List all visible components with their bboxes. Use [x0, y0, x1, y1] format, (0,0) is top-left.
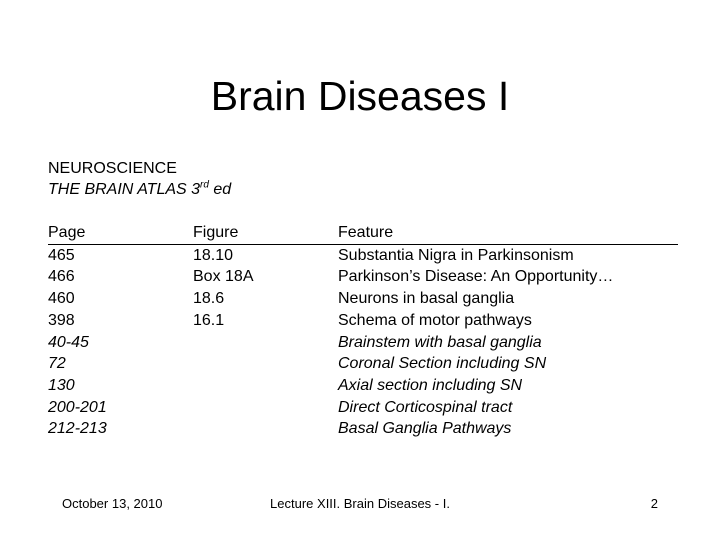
feature-cell: Neurons in basal ganglia [338, 290, 515, 308]
footer-page-number: 2 [650, 496, 658, 511]
figure-cell: Box 18A [193, 268, 254, 286]
subtitle [48, 158, 231, 200]
subtitle-atlas-prefix: THE BRAIN ATLAS 3 [48, 181, 201, 198]
figure-cell: 18.10 [193, 246, 234, 264]
figure-cell [193, 353, 338, 375]
page-header: Page [48, 222, 193, 245]
subtitle-atlas [48, 179, 231, 200]
subtitle-book: NEUROSCIENCE [48, 160, 177, 177]
page-cell: 72 [48, 355, 66, 373]
page-cell: 460 [48, 290, 75, 308]
feature-cell: Brainstem with basal ganglia [338, 333, 542, 351]
subtitle-atlas-suffix: ed [208, 181, 232, 198]
page-cell: 130 [48, 376, 75, 394]
feature-cell: Schema of motor pathways [338, 311, 532, 329]
feature-cell: Parkinson’s Disease: An Opportunity… [338, 268, 614, 286]
figure-column [193, 222, 338, 440]
figure-cell [193, 397, 338, 419]
figure-cell [193, 332, 338, 354]
feature-column [338, 222, 678, 440]
figure-cell [193, 418, 338, 440]
figure-cell: 18.6 [193, 290, 225, 308]
page-cell: 465 [48, 246, 75, 264]
feature-cell: Substantia Nigra in Parkinsonism [338, 246, 574, 264]
page-cell: 212-213 [48, 420, 107, 438]
figure-cell: 16.1 [193, 311, 225, 329]
feature-cell: Basal Ganglia Pathways [338, 420, 512, 438]
page-cell: 466 [48, 268, 75, 286]
feature-cell: Axial section including SN [338, 376, 523, 394]
page-column [48, 222, 193, 440]
page-cell: 200-201 [48, 398, 107, 416]
subtitle-atlas-sup: rd [200, 179, 209, 191]
figure-cell [193, 375, 338, 397]
page-cell: 40-45 [48, 333, 89, 351]
figure-header: Figure [193, 222, 338, 245]
feature-cell: Direct Corticospinal tract [338, 398, 513, 416]
page-cell: 398 [48, 311, 75, 329]
footer-lecture: Lecture XIII. Brain Diseases - I. [270, 496, 450, 511]
feature-header: Feature [338, 222, 678, 245]
footer-date: October 13, 2010 [62, 496, 163, 511]
slide-title: Brain Diseases I [210, 73, 510, 119]
feature-cell: Coronal Section including SN [338, 355, 547, 373]
